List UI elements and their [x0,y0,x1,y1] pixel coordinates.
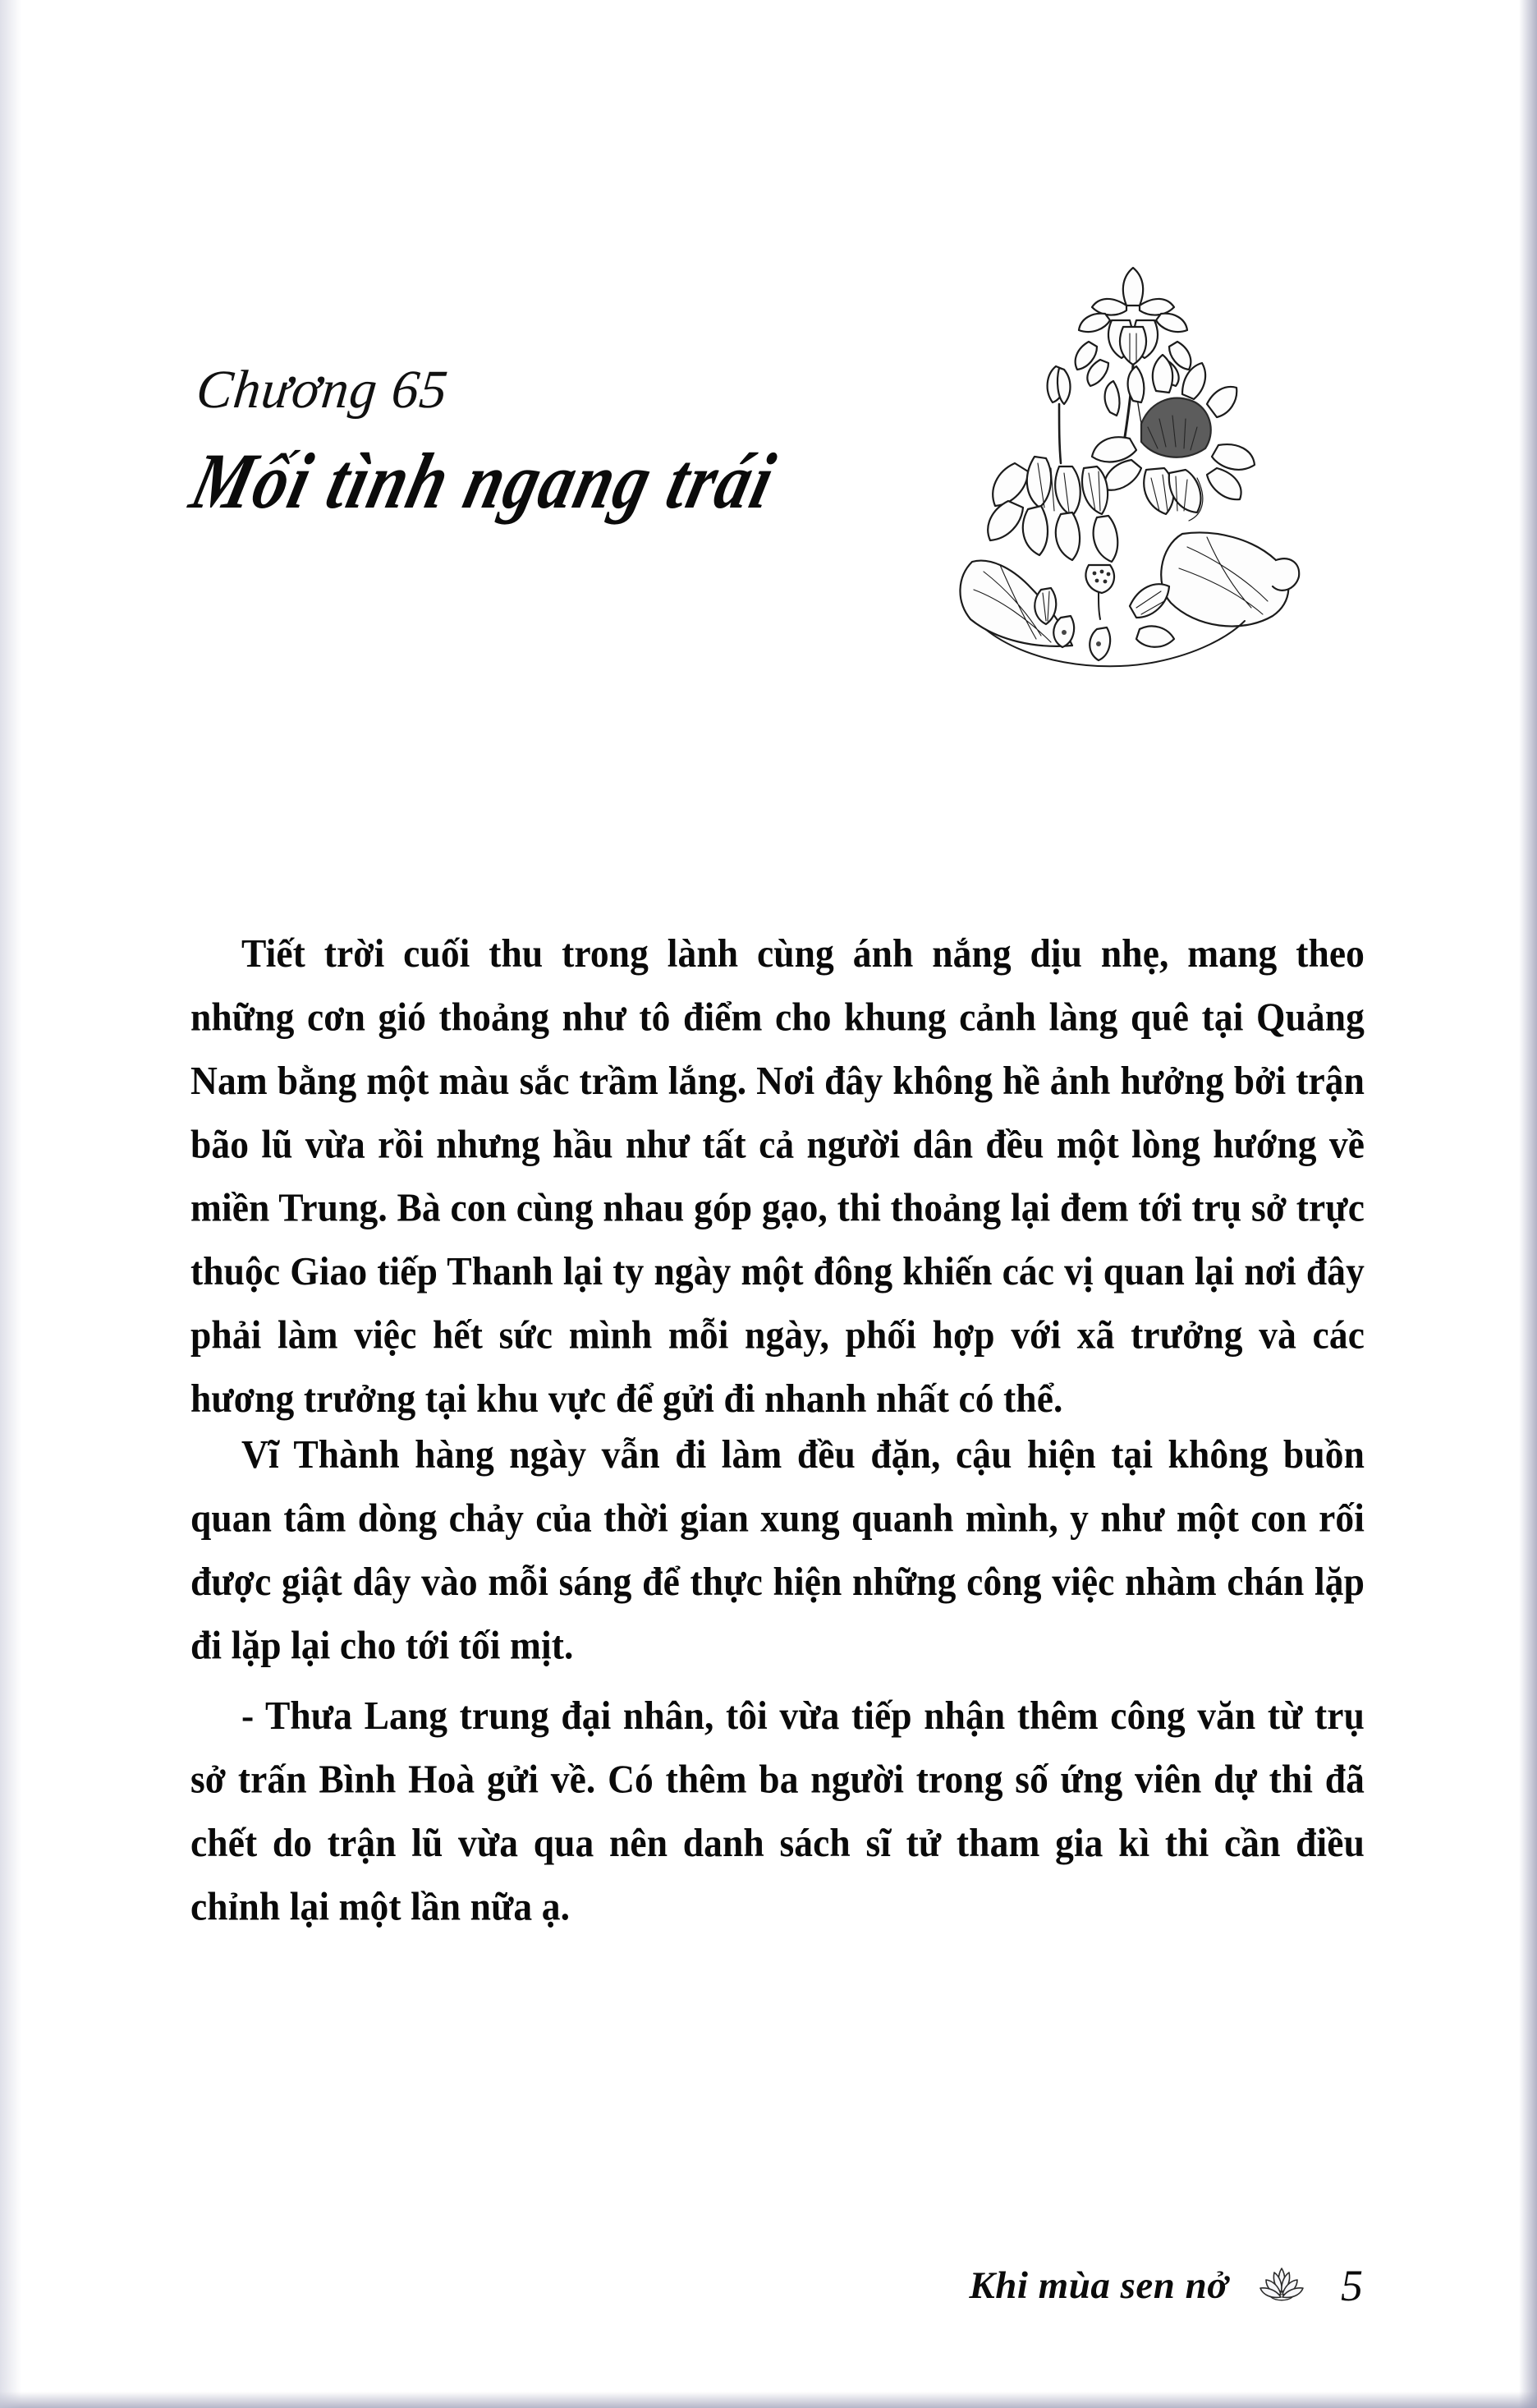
chapter-title: Mối tình ngang trái [182,437,785,526]
body-paragraph: Tiết trời cuối thu trong lành cùng ánh nắng dịu nhẹ, mang theo những cơn gió thoảng như tô điểm cho khung cảnh làng quê tại Quảng Nam bằng một màu sắc trầm lắng. Nơi đây không hề ảnh hưởng bởi trận bão lũ vừa rồi nhưng hầu như tất cả người dân đều một lòng hướng về miền Trung. Bà con cùng nhau góp gạo, thi thoảng lại đem tới trụ sở trực thuộc Giao tiếp Thanh lại ty ngày một đông khiến các vị quan lại nơi đây phải làm việc hết sức mình mỗi ngày, phối hợp với xã trưởng và các hương trưởng tại khu vực để gửi đi nhanh nhất có thể. [190,931,1365,1421]
page-footer [0,2260,1537,2311]
body-paragraph: - Thưa Lang trung đại nhân, tôi vừa tiếp nhận thêm công văn từ trụ sở trấn Bình Hoà gửi về. Có thêm ba người trong số ứng viên dự thi đã chết do trận lũ vừa qua nên danh sách sĩ tử tham gia kì thi cần điều chỉnh lại một lần nữa ạ. [190,1693,1365,1928]
body-paragraph: Vĩ Thành hàng ngày vẫn đi làm đều đặn, cậu hiện tại không buồn quan tâm dòng chảy của thời gian xung quanh mình, y như một con rối được giật dây vào mỗi sáng để thực hiện những công việc nhàm chán lặp đi lặp lại cho tới tối mịt. [190,1431,1365,1667]
chapter-header [182,360,867,526]
chapter-number: Chương 65 [193,360,452,420]
footer-book-title: Khi mùa sen nở [969,2264,1228,2307]
chapter-body [190,921,1365,1928]
lotus-illustration-icon [936,263,1338,706]
page-number: 5 [1341,2261,1363,2310]
lotus-small-icon [1256,2263,1307,2308]
